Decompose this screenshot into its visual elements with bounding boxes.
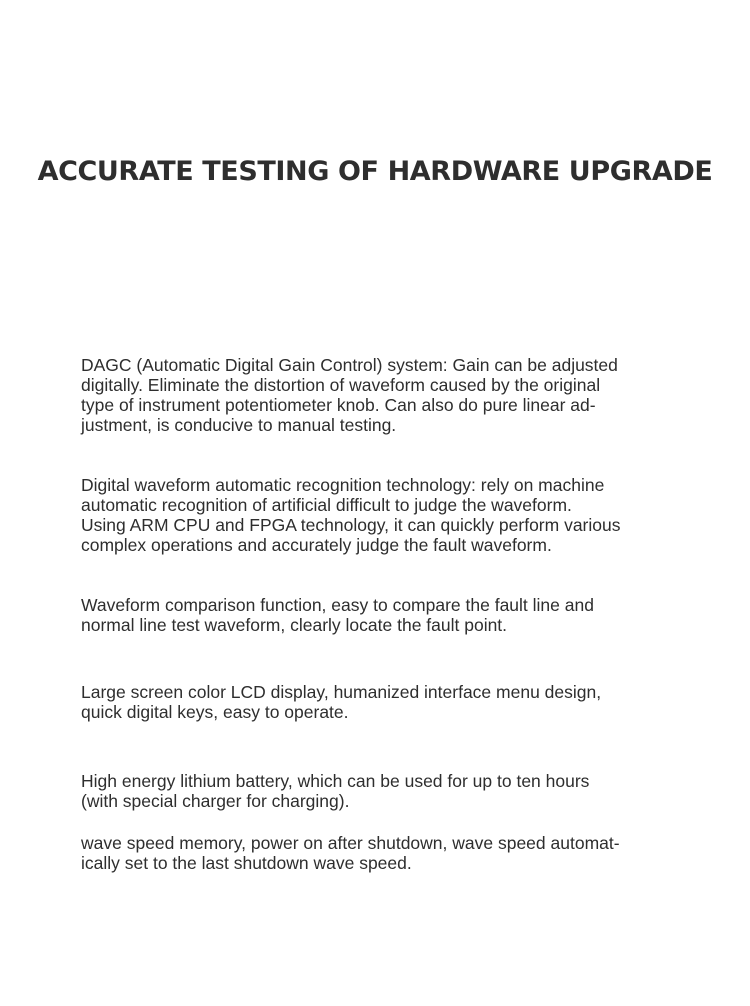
feature-paragraph-dagc: DAGC (Automatic Digital Gain Control) system: Gain can be adjusted digitally. Eliminate the distortion of waveform caused by the original type of instrument potentiometer knob. Can also do pure linear ad- justment, is conducive to manual testing.	[81, 355, 618, 435]
page-title: ACCURATE TESTING OF HARDWARE UPGRADE	[37, 156, 713, 187]
feature-paragraph-waveform-comparison: Waveform comparison function, easy to compare the fault line and normal line test waveform, clearly locate the fault point.	[81, 595, 594, 635]
feature-paragraph-waveform-recognition: Digital waveform automatic recognition technology: rely on machine automatic recognition of artificial difficult to judge the waveform. Using ARM CPU and FPGA technology, it can quickly perform various complex operations and accurately judge the fault waveform.	[81, 475, 621, 555]
feature-paragraph-battery: High energy lithium battery, which can be used for up to ten hours (with special charger for charging).	[81, 771, 590, 811]
feature-paragraph-wave-speed-memory: wave speed memory, power on after shutdown, wave speed automat- ically set to the last shutdown wave speed.	[81, 833, 620, 873]
feature-paragraph-lcd-display: Large screen color LCD display, humanized interface menu design, quick digital keys, easy to operate.	[81, 682, 602, 722]
